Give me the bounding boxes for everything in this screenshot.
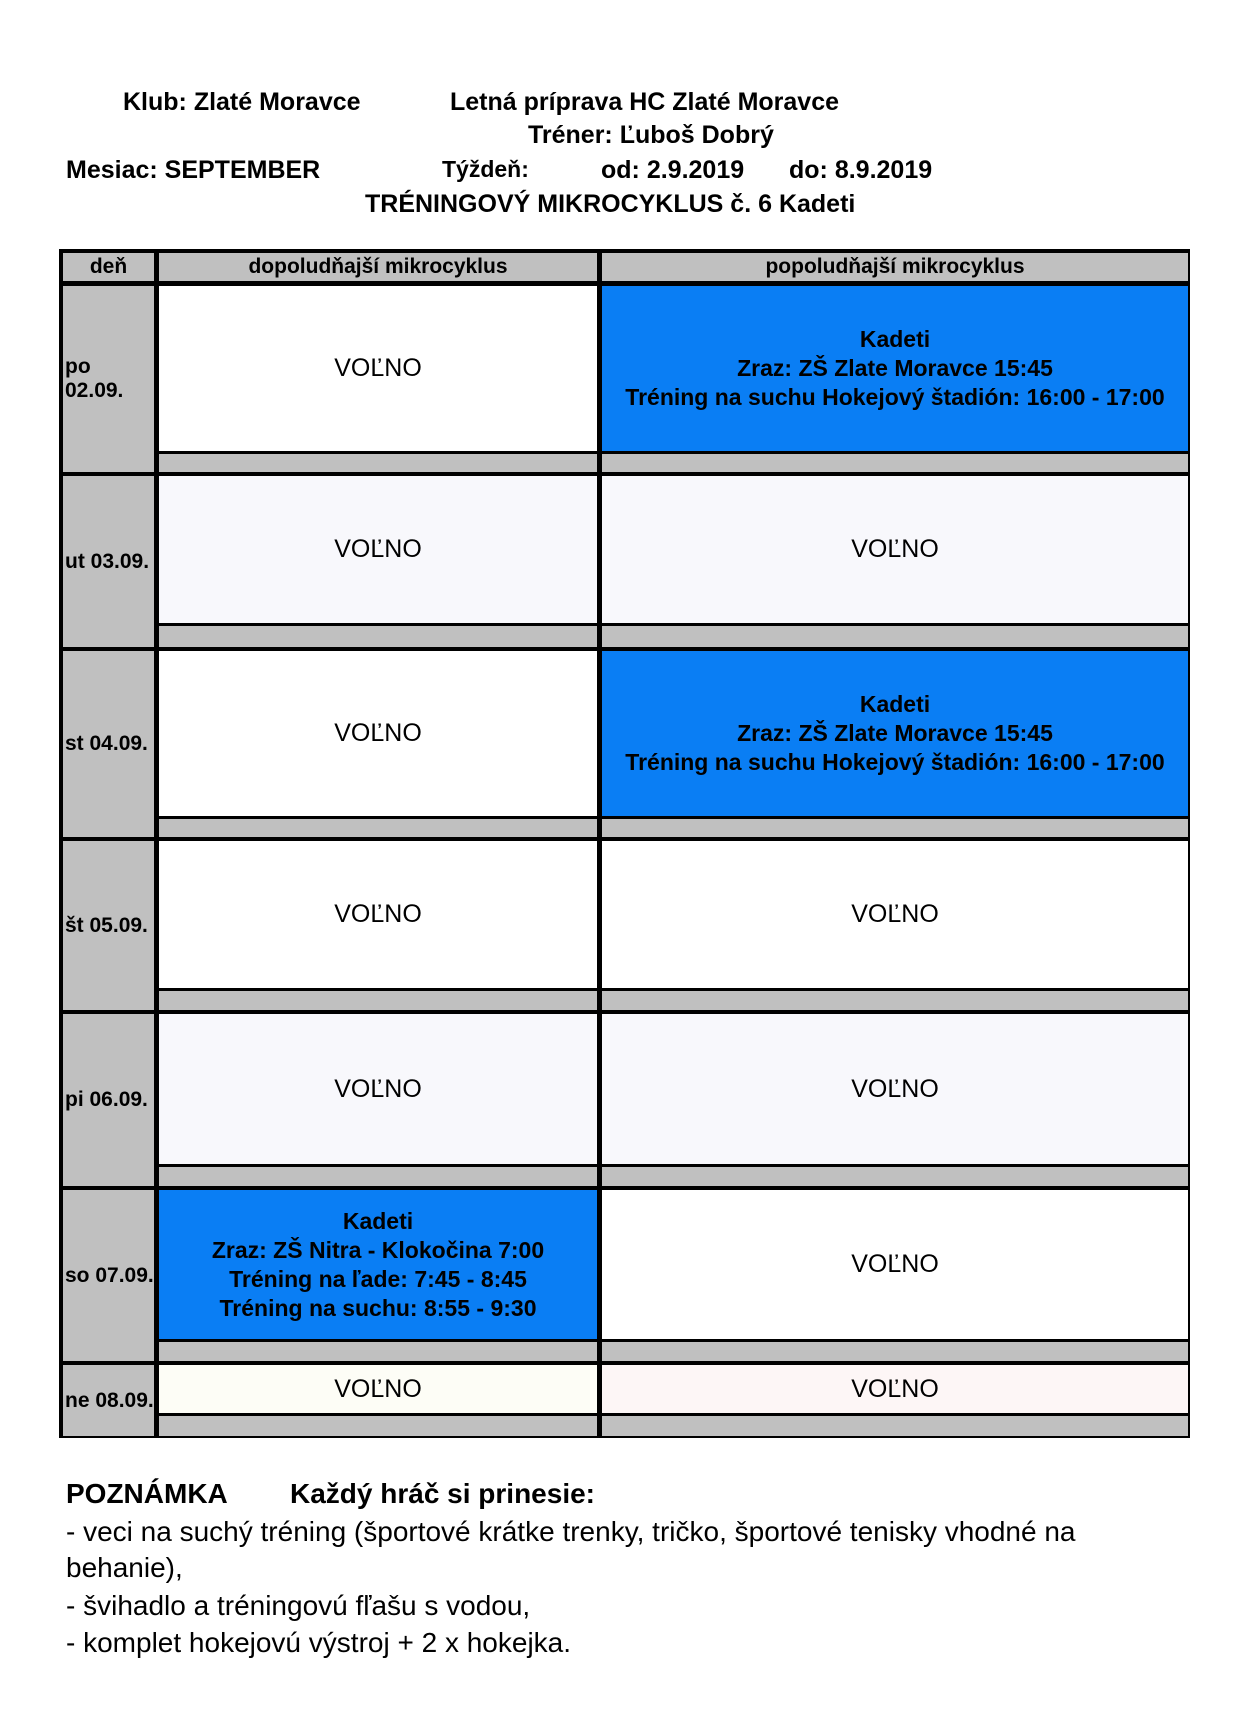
training-session: Tréning na suchu Hokejový štadión: 16:00 - 17:00: [625, 384, 1165, 410]
morning-cell: [159, 1365, 597, 1413]
morning-text: VOĽNO: [334, 354, 422, 382]
afternoon-text: VOĽNO: [851, 900, 939, 928]
morning-cell: [159, 476, 597, 623]
row-spacer: [602, 626, 1188, 647]
row-spacer: [602, 1167, 1188, 1186]
training-meetup: Zraz: ZŠ Zlate Moravce 15:45: [737, 720, 1053, 746]
column-header-afternoon: popoludňajší mikrocyklus: [602, 253, 1188, 281]
note-line: behanie),: [66, 1552, 183, 1583]
afternoon-cell: [602, 1190, 1188, 1339]
afternoon-training-cell: [602, 286, 1188, 451]
note-line: - švihadlo a tréningovú fľašu s vodou,: [66, 1590, 531, 1621]
row-spacer: [602, 991, 1188, 1010]
row-spacer: [159, 819, 597, 837]
week-from: od: 2.9.2019: [601, 156, 745, 184]
afternoon-text: VOĽNO: [851, 1250, 939, 1278]
row-spacer: [602, 1416, 1188, 1436]
row-spacer: [159, 454, 597, 472]
row-spacer: [602, 454, 1188, 472]
row-spacer: [602, 819, 1188, 837]
morning-text: VOĽNO: [334, 900, 422, 928]
training-session: Tréning na suchu Hokejový štadión: 16:00 - 17:00: [625, 749, 1165, 775]
microcycle-title: TRÉNINGOVÝ MIKROCYKLUS č. 6 Kadeti: [365, 190, 856, 218]
afternoon-cell: [602, 476, 1188, 623]
day-cell: so 07.09.: [63, 1190, 154, 1361]
document-title: Letná príprava HC Zlaté Moravce: [450, 88, 840, 116]
morning-cell: [159, 1014, 597, 1164]
afternoon-cell: [602, 841, 1188, 988]
column-header-day: deň: [63, 253, 154, 281]
day-cell: pi 06.09.: [63, 1014, 154, 1186]
month-label: Mesiac: SEPTEMBER: [66, 156, 321, 184]
row-spacer: [159, 1342, 597, 1361]
row-spacer: [159, 1167, 597, 1186]
afternoon-cell: [602, 1014, 1188, 1164]
afternoon-training-cell: [602, 651, 1188, 816]
club-name: Klub: Zlaté Moravce: [123, 88, 361, 116]
coach-name: Tréner: Ľuboš Dobrý: [528, 121, 774, 149]
row-spacer: [602, 1342, 1188, 1361]
training-group: Kadeti: [859, 326, 931, 352]
day-cell: po 02.09.: [63, 286, 154, 472]
row-spacer: [159, 991, 597, 1010]
note-line: - komplet hokejovú výstroj + 2 x hokejka.: [66, 1627, 572, 1658]
afternoon-text: VOĽNO: [851, 535, 939, 563]
afternoon-text: VOĽNO: [851, 1074, 939, 1103]
schedule-table: [59, 249, 1190, 1438]
day-cell: ut 03.09.: [63, 476, 154, 647]
training-group: Kadeti: [342, 1207, 414, 1234]
day-cell: št 05.09.: [63, 841, 154, 1010]
row-spacer: [159, 1416, 597, 1436]
morning-cell: [159, 841, 597, 988]
training-ice-session: Tréning na ľade: 7:45 - 8:45: [229, 1265, 527, 1292]
week-label: Týždeň:: [442, 156, 529, 182]
morning-cell: [159, 286, 597, 451]
week-to: do: 8.9.2019: [789, 156, 933, 184]
morning-text: VOĽNO: [334, 1374, 422, 1403]
training-meetup: Zraz: ZŠ Nitra - Klokočina 7:00: [211, 1236, 545, 1263]
note-heading: Každý hráč si prinesie:: [290, 1478, 596, 1509]
morning-cell: [159, 651, 597, 816]
day-cell: st 04.09.: [63, 651, 154, 837]
morning-text: VOĽNO: [334, 719, 422, 747]
column-header-morning: dopoludňajší mikrocyklus: [159, 253, 597, 281]
afternoon-cell: [602, 1365, 1188, 1413]
afternoon-text: VOĽNO: [851, 1374, 939, 1403]
training-meetup: Zraz: ZŠ Zlate Moravce 15:45: [737, 355, 1053, 381]
morning-text: VOĽNO: [334, 535, 422, 563]
morning-training-cell: [159, 1190, 597, 1339]
note-line: - veci na suchý tréning (športové krátke trenky, tričko, športové tenisky vhodné na: [66, 1516, 1076, 1547]
note-label: POZNÁMKA: [66, 1478, 228, 1509]
morning-text: VOĽNO: [334, 1074, 422, 1103]
day-cell: ne 08.09.: [63, 1365, 154, 1436]
training-dry-session: Tréning na suchu: 8:55 - 9:30: [219, 1294, 537, 1321]
row-spacer: [159, 626, 597, 647]
training-group: Kadeti: [859, 691, 931, 717]
